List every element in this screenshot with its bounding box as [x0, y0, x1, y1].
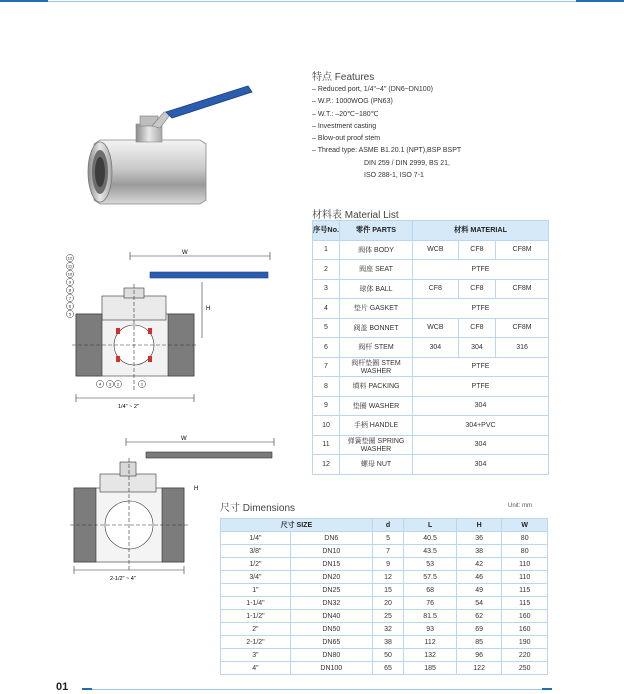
table-cell: 阀盖 BONNET [340, 318, 413, 338]
table-cell: 20 [372, 597, 404, 610]
feature-item: – W.T.: –20℃~180℃ [312, 110, 379, 118]
table-cell: 132 [404, 649, 457, 662]
table-row [313, 455, 549, 475]
callout-label: 1 [140, 381, 144, 387]
table-row [313, 318, 549, 338]
table-row [221, 636, 548, 649]
callout-label: 9 [68, 279, 72, 285]
table-row [221, 584, 548, 597]
table-cell: 9 [313, 396, 340, 416]
table-cell: 304 [413, 435, 549, 455]
table-cell: 手柄 HANDLE [340, 416, 413, 436]
table-row [313, 396, 549, 416]
table-cell: 122 [456, 662, 502, 675]
table-cell: 25 [372, 610, 404, 623]
table-row [221, 558, 548, 571]
table-cell: DN40 [290, 610, 372, 623]
table-cell: 304 [413, 338, 459, 358]
table-cell: 93 [404, 623, 457, 636]
table-cell: 49 [456, 584, 502, 597]
table-cell: DN80 [290, 649, 372, 662]
table-cell: DN15 [290, 558, 372, 571]
table-cell: PTFE [413, 299, 549, 319]
w-label-2: W [181, 436, 187, 442]
table-cell: 螺母 NUT [340, 455, 413, 475]
table-cell: 2-1/2" [221, 636, 291, 649]
table-cell: 62 [456, 610, 502, 623]
table-cell: DN20 [290, 571, 372, 584]
table-cell: 42 [456, 558, 502, 571]
table-cell: 112 [404, 636, 457, 649]
table-cell: 250 [502, 662, 548, 675]
table-row [221, 649, 548, 662]
callout-label: 10 [67, 271, 73, 277]
dimensions-title: 尺寸 Dimensions [220, 503, 296, 514]
features-list [312, 84, 612, 182]
col-h: H [456, 519, 502, 532]
table-cell: 38 [372, 636, 404, 649]
table-cell: 3" [221, 649, 291, 662]
table-cell: CF8 [458, 240, 495, 260]
table-cell: DN65 [290, 636, 372, 649]
table-cell: 9 [372, 558, 404, 571]
col-w: W [502, 519, 548, 532]
table-cell: 76 [404, 597, 457, 610]
col-size: 尺寸 SIZE [221, 519, 373, 532]
table-cell: 3/8" [221, 545, 291, 558]
table-cell: 7 [313, 357, 340, 377]
table-cell: 阀杆垫圈 STEM WASHER [340, 357, 413, 377]
callout-label: 4 [98, 381, 102, 387]
table-row [313, 416, 549, 436]
cross-section-drawing-small [62, 248, 272, 413]
table-cell: 57.5 [404, 571, 457, 584]
table-cell: 115 [502, 597, 548, 610]
table-cell: CF8 [413, 279, 459, 299]
table-cell: 160 [502, 623, 548, 636]
table-row [313, 357, 549, 377]
table-cell: 4 [313, 299, 340, 319]
table-cell: 15 [372, 584, 404, 597]
table-row [313, 299, 549, 319]
table-cell: DN50 [290, 623, 372, 636]
table-cell: 53 [404, 558, 457, 571]
table-row [221, 545, 548, 558]
table-cell: PTFE [413, 377, 549, 397]
table-cell: 2" [221, 623, 291, 636]
table-cell: 110 [502, 571, 548, 584]
col-no: 序号No. [313, 221, 340, 241]
table-cell: DN25 [290, 584, 372, 597]
callout-label: 6 [68, 303, 72, 309]
table-cell: 46 [456, 571, 502, 584]
table-cell: CF8 [458, 318, 495, 338]
col-material: 材料 MATERIAL [413, 221, 549, 241]
table-row [313, 260, 549, 280]
callout-label: 7 [68, 295, 72, 301]
table-row [221, 623, 548, 636]
h-label: H [206, 306, 211, 312]
table-row [221, 610, 548, 623]
table-cell: 球体 BALL [340, 279, 413, 299]
table-cell: 10 [313, 416, 340, 436]
table-cell: CF8M [496, 240, 549, 260]
table-cell: 阀体 BODY [340, 240, 413, 260]
table-row [313, 338, 549, 358]
table-cell: 12 [313, 455, 340, 475]
callout-label: 2 [116, 381, 120, 387]
table-row [221, 571, 548, 584]
feature-item: – Investment casting [312, 122, 377, 130]
col-d: d [372, 519, 404, 532]
table-cell: 8 [313, 377, 340, 397]
table-cell: 1/2" [221, 558, 291, 571]
callout-label: 11 [67, 263, 73, 269]
dimensions-table [220, 518, 548, 675]
table-cell: 1 [313, 240, 340, 260]
size-range-label-2: 2-1/2" ~ 4" [110, 576, 136, 582]
callout-label: 12 [67, 255, 73, 261]
table-row [313, 240, 549, 260]
table-cell: CF8M [496, 318, 549, 338]
table-cell: 1-1/4" [221, 597, 291, 610]
table-cell: 12 [372, 571, 404, 584]
table-cell: 填料 PACKING [340, 377, 413, 397]
table-cell: 304 [458, 338, 495, 358]
h-label-2: H [194, 486, 199, 492]
col-l: L [404, 519, 457, 532]
table-cell: 160 [502, 610, 548, 623]
table-cell: WCB [413, 318, 459, 338]
table-row [221, 532, 548, 545]
table-cell: CF8 [458, 279, 495, 299]
page-number: 01 [56, 681, 69, 693]
table-cell: 115 [502, 584, 548, 597]
table-cell: 316 [496, 338, 549, 358]
table-cell: 11 [313, 435, 340, 455]
table-cell: 220 [502, 649, 548, 662]
table-cell: 85 [456, 636, 502, 649]
feature-item: – W.P.: 1000WOG (PN63) [312, 98, 393, 106]
feature-item-cont: ISO 288-1, ISO 7-1 [364, 172, 424, 180]
unit-label: Unit: mm [508, 503, 532, 509]
table-cell: 185 [404, 662, 457, 675]
table-cell: 80 [502, 545, 548, 558]
feature-item: – Thread type: ASME B1.20.1 (NPT),BSP BSPT [312, 147, 462, 155]
footer [0, 681, 624, 694]
table-cell: 阀杆 STEM [340, 338, 413, 358]
feature-item: – Reduced port, 1/4"~4" (DN6~DN100) [312, 86, 433, 93]
material-title: 材料表 Material List [312, 210, 399, 221]
table-cell: WCB [413, 240, 459, 260]
table-cell: 110 [502, 558, 548, 571]
table-cell: 5 [313, 318, 340, 338]
table-cell: 190 [502, 636, 548, 649]
table-cell: 50 [372, 649, 404, 662]
table-cell: DN100 [290, 662, 372, 675]
table-cell: 40.5 [404, 532, 457, 545]
w-label: W [182, 250, 188, 256]
table-cell: 43.5 [404, 545, 457, 558]
table-cell: 32 [372, 623, 404, 636]
table-cell: DN10 [290, 545, 372, 558]
top-rule [0, 0, 624, 2]
table-cell: 6 [313, 338, 340, 358]
table-row [313, 279, 549, 299]
table-cell: 304 [413, 396, 549, 416]
table-cell: 3/4" [221, 571, 291, 584]
table-cell: DN6 [290, 532, 372, 545]
table-cell: 1" [221, 584, 291, 597]
table-cell: 304+PVC [413, 416, 549, 436]
table-cell: 5 [372, 532, 404, 545]
table-cell: 4" [221, 662, 291, 675]
feature-item: – Blow-out proof stem [312, 135, 381, 143]
table-cell: CF8M [496, 279, 549, 299]
table-cell: 垫圈 WASHER [340, 396, 413, 416]
callout-label: 3 [108, 381, 112, 387]
table-cell: 阀座 SEAT [340, 260, 413, 280]
table-cell: 38 [456, 545, 502, 558]
table-cell: 65 [372, 662, 404, 675]
table-cell: DN32 [290, 597, 372, 610]
table-cell: 1-1/2" [221, 610, 291, 623]
table-cell: 垫片 GASKET [340, 299, 413, 319]
callout-label: 8 [68, 287, 72, 293]
table-row [313, 435, 549, 455]
table-cell: 2 [313, 260, 340, 280]
ball-valve-photo [82, 82, 254, 212]
table-cell: 304 [413, 455, 549, 475]
table-cell: 68 [404, 584, 457, 597]
size-range-label: 1/4" ~ 2" [118, 404, 139, 410]
table-row [221, 662, 548, 675]
table-cell: 3 [313, 279, 340, 299]
table-cell: PTFE [413, 357, 549, 377]
table-cell: 96 [456, 649, 502, 662]
col-parts: 零件 PARTS [340, 221, 413, 241]
table-cell: 69 [456, 623, 502, 636]
material-table [312, 220, 549, 475]
table-row [221, 597, 548, 610]
table-cell: 81.5 [404, 610, 457, 623]
table-cell: 54 [456, 597, 502, 610]
table-cell: 7 [372, 545, 404, 558]
feature-item-cont: DIN 259 / DIN 2999, BS 21, [364, 159, 450, 167]
table-cell: PTFE [413, 260, 549, 280]
table-row [313, 377, 549, 397]
callout-label: 5 [68, 311, 72, 317]
table-cell: 1/4" [221, 532, 291, 545]
table-cell: 36 [456, 532, 502, 545]
table-cell: 80 [502, 532, 548, 545]
table-cell: 弹簧垫圈 SPRING WASHER [340, 435, 413, 455]
features-title: 特点 Features [312, 72, 375, 83]
